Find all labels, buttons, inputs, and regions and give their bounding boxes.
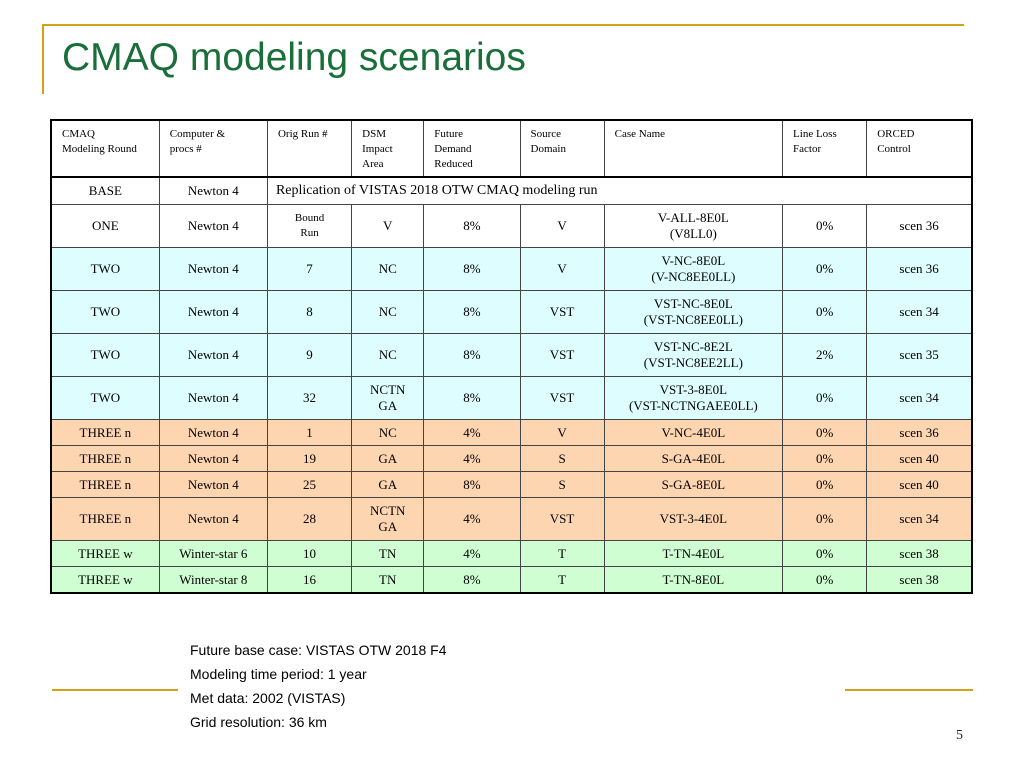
cell-case-name: VST-NC-8E0L (VST-NC8EE0LL): [604, 291, 782, 334]
cell-dsm: V: [352, 205, 424, 248]
table-row: [51, 420, 972, 446]
cell-orced: scen 40: [867, 446, 972, 472]
cell-line-loss: 0%: [783, 205, 867, 248]
cell-round: THREE n: [51, 446, 159, 472]
cell-demand: 8%: [424, 377, 520, 420]
cell-round: TWO: [51, 248, 159, 291]
cell-computer: Newton 4: [159, 420, 267, 446]
table-row: [51, 205, 972, 248]
cell-case-name: S-GA-8E0L: [604, 472, 782, 498]
table-row: [51, 567, 972, 594]
cell-source: V: [520, 420, 604, 446]
cell-line-loss: 0%: [783, 446, 867, 472]
cell-demand: 8%: [424, 567, 520, 594]
header-modeling-round: CMAQ Modeling Round: [51, 120, 159, 177]
cell-case-name: T-TN-8E0L: [604, 567, 782, 594]
cell-dsm: TN: [352, 567, 424, 594]
cell-line-loss: 0%: [783, 420, 867, 446]
cell-case-name: V-NC-4E0L: [604, 420, 782, 446]
cell-demand: 4%: [424, 541, 520, 567]
cell-source: VST: [520, 291, 604, 334]
cell-dsm: NC: [352, 420, 424, 446]
cell-orig-run: 19: [267, 446, 351, 472]
cell-computer: Newton 4: [159, 334, 267, 377]
cell-round: THREE n: [51, 498, 159, 541]
cell-orced: scen 36: [867, 420, 972, 446]
cell-orig-run: Bound Run: [267, 205, 351, 248]
note-grid-resolution: Grid resolution: 36 km: [190, 714, 327, 730]
cell-line-loss: 0%: [783, 377, 867, 420]
cell-case-name: S-GA-4E0L: [604, 446, 782, 472]
cell-computer: Newton 4: [159, 377, 267, 420]
cell-round: TWO: [51, 291, 159, 334]
cell-dsm: NC: [352, 291, 424, 334]
cell-orig-run: 25: [267, 472, 351, 498]
bottom-right-accent-line: [845, 689, 973, 691]
cell-orig-run: 32: [267, 377, 351, 420]
cell-orced: scen 38: [867, 541, 972, 567]
note-met-data: Met data: 2002 (VISTAS): [190, 690, 346, 706]
header-future-demand-reduced: Future Demand Reduced: [424, 120, 520, 177]
cell-case-name: T-TN-4E0L: [604, 541, 782, 567]
cell-orced: scen 36: [867, 248, 972, 291]
cell-orig-run: 16: [267, 567, 351, 594]
cell-orced: scen 34: [867, 291, 972, 334]
cell-orig-run: 1: [267, 420, 351, 446]
cell-line-loss: 0%: [783, 291, 867, 334]
table-row: [51, 248, 972, 291]
cell-line-loss: 0%: [783, 248, 867, 291]
header-computer: Computer & procs #: [159, 120, 267, 177]
cell-computer: Newton 4: [159, 205, 267, 248]
cell-case-name: V-NC-8E0L (V-NC8EE0LL): [604, 248, 782, 291]
cell-computer: Newton 4: [159, 291, 267, 334]
cell-line-loss: 0%: [783, 498, 867, 541]
cell-orced: scen 36: [867, 205, 972, 248]
cell-round: BASE: [51, 177, 159, 205]
cell-demand: 4%: [424, 420, 520, 446]
cell-round: ONE: [51, 205, 159, 248]
header-line-loss-factor: Line Loss Factor: [783, 120, 867, 177]
cell-orced: scen 40: [867, 472, 972, 498]
cell-round: THREE w: [51, 541, 159, 567]
cell-dsm: TN: [352, 541, 424, 567]
cell-orig-run: 7: [267, 248, 351, 291]
cell-round: THREE n: [51, 420, 159, 446]
cell-base-description: Replication of VISTAS 2018 OTW CMAQ modeling run: [267, 177, 972, 205]
bottom-left-accent-line: [52, 689, 178, 691]
cell-demand: 8%: [424, 248, 520, 291]
cell-dsm: NCTN GA: [352, 377, 424, 420]
table-row: [51, 446, 972, 472]
cell-case-name: VST-NC-8E2L (VST-NC8EE2LL): [604, 334, 782, 377]
cell-computer: Newton 4: [159, 446, 267, 472]
cell-computer: Winter-star 6: [159, 541, 267, 567]
cell-case-name: VST-3-8E0L (VST-NCTNGAEE0LL): [604, 377, 782, 420]
header-source-domain: Source Domain: [520, 120, 604, 177]
cell-source: S: [520, 446, 604, 472]
table-row: [51, 377, 972, 420]
note-future-base-case: Future base case: VISTAS OTW 2018 F4: [190, 642, 447, 658]
slide-title: CMAQ modeling scenarios: [62, 36, 526, 79]
cell-dsm: NC: [352, 334, 424, 377]
notes-block: [190, 638, 447, 734]
table-row: [51, 498, 972, 541]
cell-round: TWO: [51, 334, 159, 377]
cell-line-loss: 0%: [783, 567, 867, 594]
cell-dsm: GA: [352, 446, 424, 472]
cell-computer: Newton 4: [159, 248, 267, 291]
cell-case-name: VST-3-4E0L: [604, 498, 782, 541]
left-accent-line: [42, 24, 44, 94]
header-orced-control: ORCED Control: [867, 120, 972, 177]
cell-line-loss: 0%: [783, 472, 867, 498]
cell-demand: 4%: [424, 446, 520, 472]
cell-orig-run: 10: [267, 541, 351, 567]
cell-case-name: V-ALL-8E0L (V8LL0): [604, 205, 782, 248]
header-case-name: Case Name: [604, 120, 782, 177]
table-row: [51, 541, 972, 567]
cell-demand: 8%: [424, 472, 520, 498]
cell-demand: 8%: [424, 334, 520, 377]
cell-orig-run: 8: [267, 291, 351, 334]
cell-dsm: GA: [352, 472, 424, 498]
cell-computer: Newton 4: [159, 472, 267, 498]
cell-dsm: NCTN GA: [352, 498, 424, 541]
cell-computer: Newton 4: [159, 177, 267, 205]
cell-line-loss: 0%: [783, 541, 867, 567]
cell-demand: 4%: [424, 498, 520, 541]
header-orig-run: Orig Run #: [267, 120, 351, 177]
cell-round: THREE n: [51, 472, 159, 498]
cell-orced: scen 34: [867, 498, 972, 541]
cell-line-loss: 2%: [783, 334, 867, 377]
table-row-base: [51, 177, 972, 205]
note-time-period: Modeling time period: 1 year: [190, 666, 367, 682]
cell-source: VST: [520, 498, 604, 541]
cell-orced: scen 35: [867, 334, 972, 377]
cell-demand: 8%: [424, 291, 520, 334]
cell-orig-run: 9: [267, 334, 351, 377]
cell-source: T: [520, 541, 604, 567]
cell-source: T: [520, 567, 604, 594]
header-dsm-impact-area: DSM Impact Area: [352, 120, 424, 177]
cell-source: VST: [520, 334, 604, 377]
table-row: [51, 291, 972, 334]
cell-source: V: [520, 205, 604, 248]
table-row: [51, 334, 972, 377]
cell-demand: 8%: [424, 205, 520, 248]
cell-round: THREE w: [51, 567, 159, 594]
cell-source: S: [520, 472, 604, 498]
scenarios-table: [50, 119, 973, 594]
cell-round: TWO: [51, 377, 159, 420]
page-number: 5: [956, 728, 963, 743]
table-header-row: [51, 120, 972, 177]
cell-source: V: [520, 248, 604, 291]
cell-dsm: NC: [352, 248, 424, 291]
cell-source: VST: [520, 377, 604, 420]
cell-computer: Newton 4: [159, 498, 267, 541]
cell-orig-run: 28: [267, 498, 351, 541]
cell-orced: scen 38: [867, 567, 972, 594]
table-row: [51, 472, 972, 498]
top-accent-line: [42, 24, 964, 26]
cell-computer: Winter-star 8: [159, 567, 267, 594]
cell-orced: scen 34: [867, 377, 972, 420]
